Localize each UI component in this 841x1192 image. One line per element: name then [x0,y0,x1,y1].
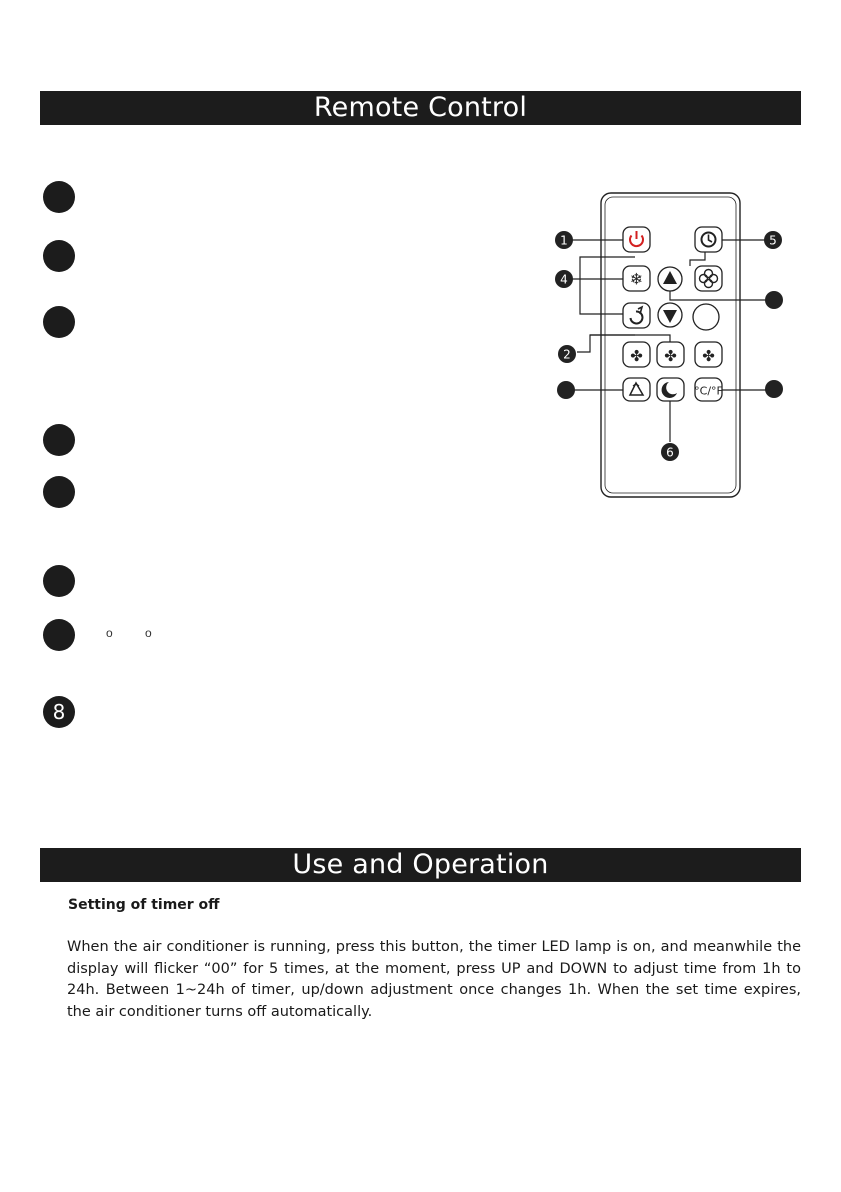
bullet-7 [43,619,75,651]
svg-text:❄: ❄ [629,269,644,289]
callout-6 [661,443,679,461]
svg-text:4: 4 [560,272,568,287]
fan-speed-low-button [623,342,650,367]
swing-button [623,378,650,401]
timer-off-paragraph: When the air conditioner is running, press this button, the timer LED lamp is on, and meanwhile the display will flicker “00” for 5 times, at the moment, press UP and DOWN to adjust time from 1h to 24h. Between 1~24h of timer, up/down adjustment once changes 1h. When the set time expires, the air conditioner turns off automatically. [67,939,801,1020]
temp-unit-button [694,378,723,401]
callout-2 [558,345,576,363]
bullet-8: 8 [43,696,75,728]
sleep-button [657,378,684,401]
svg-text:2: 2 [563,347,571,362]
callout-up-down [765,291,783,309]
timer-button [695,227,722,252]
svg-text:°C/°F: °C/°F [694,384,723,398]
callout-5 [764,231,782,249]
fan-mode-button [695,266,722,291]
dry-mode-button [623,303,650,328]
fan-speed-mid-button [657,342,684,367]
callout-unit [765,380,783,398]
bullet-4 [43,424,75,456]
bullet-1 [43,181,75,213]
svg-text:✤: ✤ [630,347,643,365]
use-and-operation-banner: Use and Operation [40,848,801,882]
callout-4 [555,270,573,288]
svg-text:1: 1 [560,233,568,248]
svg-text:6: 6 [666,445,674,460]
remote-control-illustration [550,190,800,500]
degree-mark-fahrenheit: o [145,626,152,640]
blank-button [693,304,719,330]
bullet-2 [43,240,75,272]
down-button [658,303,682,327]
svg-text:✤: ✤ [664,347,677,365]
bullet-6 [43,565,75,597]
bullet-3 [43,306,75,338]
remote-control-banner: Remote Control [40,91,801,125]
power-button [623,227,650,252]
svg-text:5: 5 [769,233,777,248]
callout-1 [555,231,573,249]
fan-speed-high-button [695,342,722,367]
bullet-5 [43,476,75,508]
cool-mode-button [623,266,650,291]
svg-text:✤: ✤ [702,347,715,365]
degree-mark-celsius: o [106,626,113,640]
timer-off-heading: Setting of timer off [68,897,220,913]
callout-swing [557,381,575,399]
up-button [658,267,682,291]
